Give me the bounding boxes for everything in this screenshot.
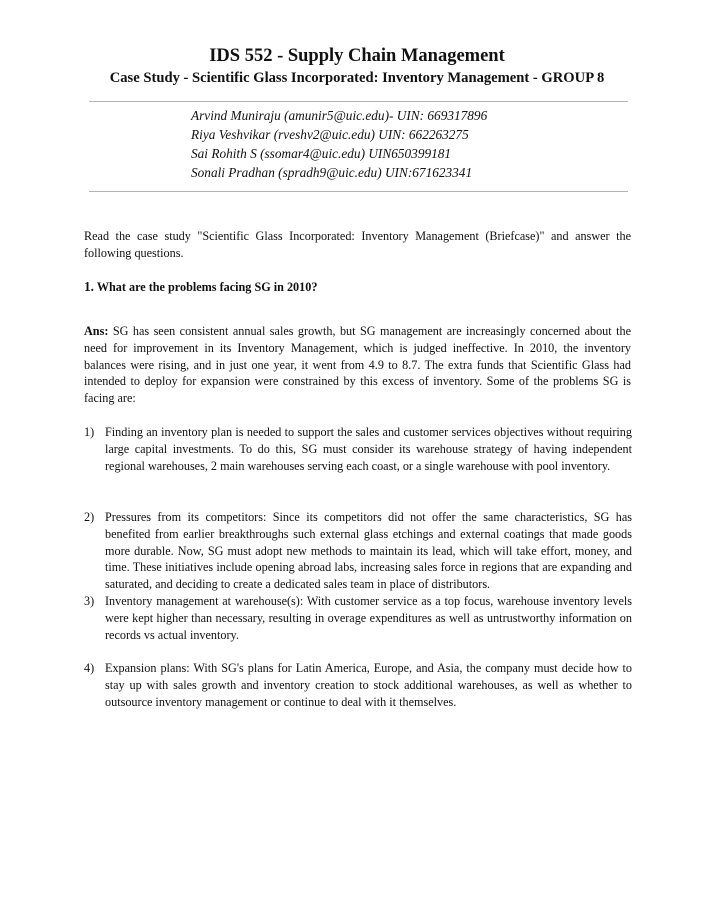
list-item-text: Pressures from its competitors: Since its competitors did not offer the same characteristics, SG has benefited from earlier breakthroughs such external glass etchings and external coatings that made goods more durable. Now, SG must adopt new methods to maintain its lead, which will take effort, money, and time. These initiatives include opening abroad labs, increasing sales force in regions that are expanding and saturated, and deciding to create a dedicated sales team in place of distributors. [105,510,632,592]
list-item [84,660,632,710]
list-item [84,509,632,593]
answer-paragraph [84,323,631,407]
author-line: Sonali Pradhan (spradh9@uic.edu) UIN:671623341 [191,165,473,180]
header-divider-bottom [89,191,628,192]
author-line: Sai Rohith S (ssomar4@uic.edu) UIN650399181 [191,146,452,161]
list-marker: 2) [84,510,95,524]
list-item [84,593,632,643]
list-item-text: Expansion plans: With SG's plans for Latin America, Europe, and Asia, the company must decide how to stay up with sales growth and inventory creation to stock additional warehouses, as well as whether to outsource inventory management or continue to deal with it themselves. [105,661,632,709]
list-item-text: Inventory management at warehouse(s): With customer service as a top focus, warehouse inventory levels were kept higher than necessary, resulting in overage expenditures as well as untrustworthy information on records vs actual inventory. [105,594,632,642]
question-number: 1. [84,279,94,294]
intro-paragraph: Read the case study "Scientific Glass Incorporated: Inventory Management (Briefcase)" and answer the following questions. [84,229,631,260]
question-text: What are the problems facing SG in 2010? [96,280,318,294]
list-item-text: Finding an inventory plan is needed to support the sales and customer services objectives without requiring large capital investments. To do this, SG must consider its warehouse strategy of having independent regional warehouses, 2 main warehouses serving each coast, or a single warehouse with pool inventory. [105,425,632,473]
header-divider-top [89,101,628,102]
list-marker: 3) [84,594,95,608]
question-heading [84,279,317,296]
author-line: Riya Veshvikar (rveshv2@uic.edu) UIN: 662263275 [191,127,469,142]
author-line: Arvind Muniraju (amunir5@uic.edu)- UIN: 669317896 [191,108,488,123]
document-subtitle: Case Study - Scientific Glass Incorporated: Inventory Management - GROUP 8 [109,70,605,86]
author-list [191,106,487,182]
list-item [84,424,632,474]
list-marker: 4) [84,661,95,675]
answer-text: SG has seen consistent annual sales growth, but SG management are increasingly concerned about the need for improvement in its Inventory Management, which is judged ineffective. In 2010, the inventory balances were rising, and in just one year, it went from 4.9 to 8.7. The extra funds that Scientific Glass had intended to deploy for expansion were constrained by this excess of inventory. Some of the problems SG is facing are: [84,324,631,406]
document-title: IDS 552 - Supply Chain Management [209,46,505,66]
answer-label: Ans: [84,324,109,338]
list-marker: 1) [84,425,95,439]
